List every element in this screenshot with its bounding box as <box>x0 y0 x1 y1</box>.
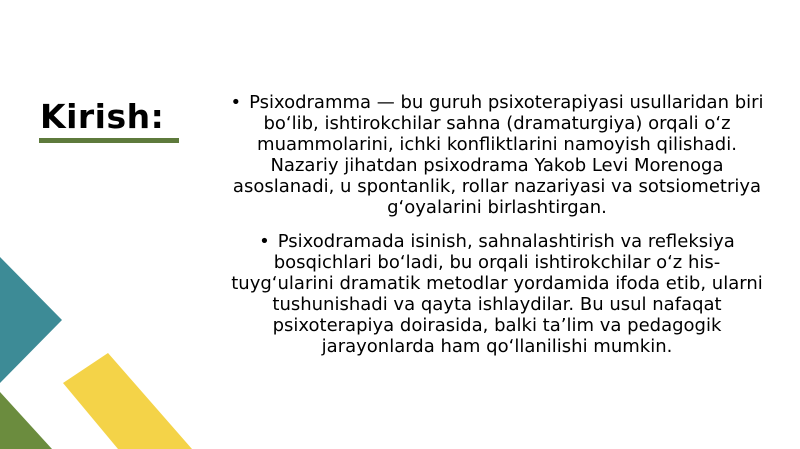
bullet-list <box>214 92 780 370</box>
bullet-item-2 <box>214 231 780 357</box>
teal-shape <box>0 257 62 383</box>
bullet-text-1: Psixodramma — bu guruh psixoterapiyasi usullaridan biri bo‘lib, ishtirokchilar sahna (dramaturgiya) orqali o‘z muammolarini, ichki konfliktlarini namoyish qilishadi. Nazariy jihatdan psixodrama Yakob Levi Morenoga asoslanadi, u spontanlik, rollar nazariyasi va sotsiometriya g‘oyalarini birlashtirgan. <box>232 92 764 218</box>
bullet-text-2: Psixodramada isinish, sahnalashtirish va refleksiya bosqichlari bo‘ladi, bu orqali ishtirokchilar o‘z his-tuyg‘ularini dramatik metodlar yordamida ifoda etib, ularni tushunishadi va qayta ishlaydilar. Bu usul nafaqat psixoterapiya doirasida, balki ta’lim va pedagogik jarayonlarda ham qo‘llanilishi mumkin. <box>231 231 763 357</box>
slide-title: Kirish: <box>40 97 165 136</box>
bullet-item-1 <box>214 92 780 218</box>
bullet-marker: • <box>230 92 242 113</box>
bullet-marker: • <box>259 231 270 252</box>
green-shape <box>0 392 52 449</box>
yellow-stripe <box>63 353 192 449</box>
title-underline <box>39 138 179 143</box>
